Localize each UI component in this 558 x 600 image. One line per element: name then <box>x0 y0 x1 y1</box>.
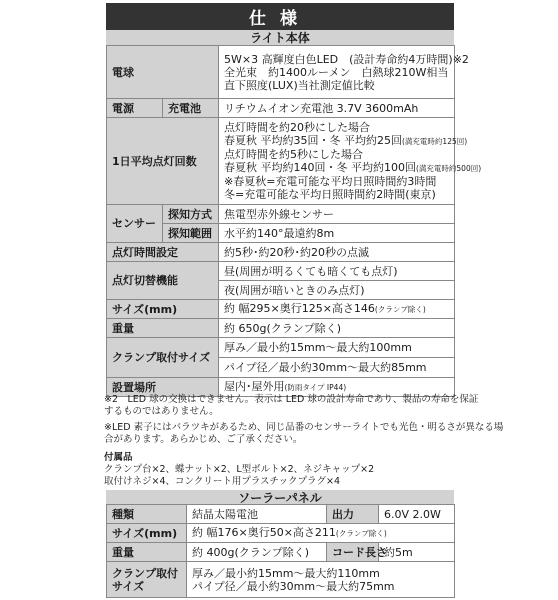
daily-line-1: 点灯時間を約20秒にした場合 <box>224 121 370 134</box>
bulb-value <box>219 46 469 99</box>
accessories: 付属品 クランプ台×2、蝶ナット×2、L型ボルト×2、ネジキャップ×2 取付けネジ×4、コンクリート用プラスチックプラグ×4 <box>104 452 375 487</box>
weight-label: 重量 <box>107 319 219 338</box>
solar-size-row <box>107 524 455 543</box>
daily-line-5: ※春夏秋=充電可能な平均日照時間約3時間 <box>224 175 437 188</box>
daily-line-3: 点灯時間を約5秒にした場合 <box>224 148 363 161</box>
solar-output-label: 出力 <box>327 505 379 524</box>
light-section-header: ライト本体 <box>106 30 454 45</box>
daily-line-2: 春夏秋 平均約35回・冬 平均約25回(満充電時約125回) <box>224 134 468 147</box>
solar-clamp-row <box>107 562 455 598</box>
clamp-pipe-value: パイプ径／最小約30mm～最大約85mm <box>219 358 455 378</box>
note-led-variation: ※LED 素子にはバラツキがあるため、同じ品番のセンサーライトでも光色・明るさが異なる場 合があります。あらかじめ、ご了承ください。 <box>104 422 504 445</box>
note-led-lifetime: ※2 LED 球の交換はできません。表示は LED 球の設計寿命であり、製品の寿命を保証 するものではありません。 <box>104 394 479 417</box>
sensor-label: センサー <box>107 205 163 243</box>
daily-label: 1日平均点灯回数 <box>107 118 219 205</box>
weight-value: 約 650g(クランプ除く) <box>219 319 455 338</box>
size-value: 約 幅295×奥行125×高さ146(クランプ除く) <box>219 300 455 319</box>
solar-clamp-value: 厚み／最小約15mm～最大約110mm パイプ径／最小約30mm～最大約75mm <box>187 562 455 598</box>
cord-label: コード長さ <box>327 543 379 562</box>
daily-row <box>107 118 455 205</box>
solar-type-label: 種類 <box>107 505 187 524</box>
clamp-thick-value: 厚み／最小約15mm～最大約100mm <box>219 338 455 358</box>
solar-section-header: ソーラーパネル <box>106 490 454 504</box>
notes <box>104 394 504 492</box>
daily-line-6: 冬=充電可能な平均日照時間約2時間(東京) <box>224 188 436 201</box>
clamp-thick-row <box>107 338 455 358</box>
place-label: 設置場所 <box>107 378 219 397</box>
bulb-line-2: 全光束 約1400ルーメン 白熱球210W相当 <box>224 65 449 79</box>
solar-type-row <box>107 505 455 524</box>
power-label: 電源 <box>107 99 163 118</box>
battery-value: リチウムイオン充電池 3.7V 3600mAh <box>219 99 455 118</box>
timer-row <box>107 243 455 262</box>
solar-spec-table <box>106 504 455 598</box>
bulb-line-1: 5W×3 高輝度白色LED (設計寿命約4万時間)※2 <box>224 52 469 66</box>
solar-size-value: 約 幅176×奥行50×高さ211(クランプ除く) <box>187 524 455 543</box>
light-spec-table <box>106 45 482 397</box>
mode-label: 点灯切替機能 <box>107 262 219 300</box>
solar-weight-row <box>107 543 455 562</box>
daily-value <box>219 118 482 205</box>
bulb-row <box>107 46 455 99</box>
solar-size-label: サイズ(mm) <box>107 524 187 543</box>
solar-weight-value: 約 400g(クランプ除く) <box>187 543 327 562</box>
mode-day-row <box>107 262 455 281</box>
size-label: サイズ(mm) <box>107 300 219 319</box>
detect-range-label: 探知範囲 <box>163 224 219 243</box>
mode-day-value: 昼(周囲が明るくても暗くても点灯) <box>219 262 455 281</box>
bulb-line-3: 直下照度(LUX)当社測定値比較 <box>224 78 375 92</box>
detect-range-value: 水平約140°最遠約8m <box>219 224 455 243</box>
detect-method-value: 焦電型赤外線センサー <box>219 205 455 224</box>
sensor-method-row <box>107 205 455 224</box>
timer-label: 点灯時間設定 <box>107 243 219 262</box>
detect-method-label: 探知方式 <box>163 205 219 224</box>
clamp-label: クランプ取付サイズ <box>107 338 219 378</box>
solar-clamp-label: クランプ取付 サイズ <box>107 562 187 598</box>
daily-line-4: 春夏秋 平均約140回・冬 平均約100回(満充電時約500回) <box>224 161 482 174</box>
mode-night-value: 夜(周囲が暗いときのみ点灯) <box>219 281 455 300</box>
solar-weight-label: 重量 <box>107 543 187 562</box>
page-title: 仕様 <box>106 3 454 30</box>
power-row <box>107 99 455 118</box>
timer-value: 約5秒･約20秒･約20秒の点滅 <box>219 243 455 262</box>
place-value: 屋内･屋外用(防雨タイプ IP44) <box>219 378 455 397</box>
cord-value: 約5m <box>379 543 455 562</box>
weight-row <box>107 319 455 338</box>
solar-output-value: 6.0V 2.0W <box>379 505 455 524</box>
bulb-label: 電球 <box>107 46 219 99</box>
battery-label: 充電池 <box>163 99 219 118</box>
solar-type-value: 結晶太陽電池 <box>187 505 327 524</box>
size-row <box>107 300 455 319</box>
accessories-title: 付属品 <box>104 452 133 463</box>
